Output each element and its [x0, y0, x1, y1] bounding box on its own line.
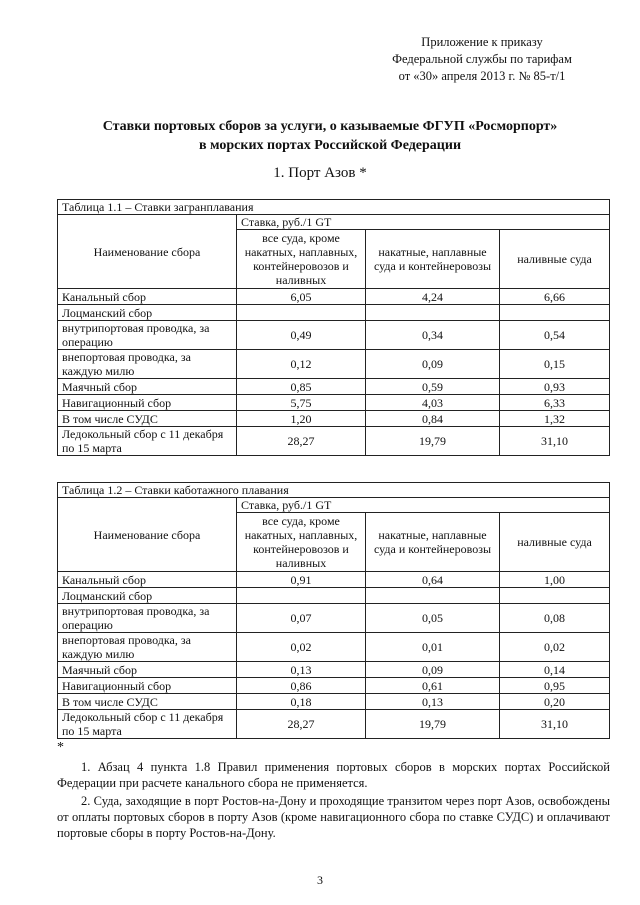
cell-value: 0,59 [366, 379, 500, 395]
rate-header: Ставка, руб./1 GT [237, 498, 610, 513]
table-row [58, 305, 610, 321]
table-row [58, 395, 610, 411]
row-name: Канальный сбор [58, 572, 237, 588]
document-title-line-1: Ставки портовых сборов за услуги, о казываемые ФГУП «Росморпорт» [102, 119, 558, 134]
cell-value: 0,07 [237, 604, 366, 633]
name-column-header: Наименование сбора [58, 498, 237, 572]
annex-line-2: Федеральной службы по тарифам [392, 52, 572, 66]
table-caption: Таблица 1.2 – Ставки каботажного плавания [58, 483, 610, 498]
cell-value: 6,66 [500, 289, 610, 305]
table-row [58, 604, 610, 633]
cell-value: 0,95 [500, 678, 610, 694]
cell-value: 0,91 [237, 572, 366, 588]
column-header-tankers: наливные суда [500, 513, 610, 572]
table-coastal-navigation [57, 482, 610, 739]
rate-header: Ставка, руб./1 GT [237, 215, 610, 230]
row-name: Маячный сбор [58, 662, 237, 678]
cell-value [366, 588, 500, 604]
table-row [58, 678, 610, 694]
annex-line-1: Приложение к приказу [421, 35, 543, 49]
cell-value: 0,05 [366, 604, 500, 633]
cell-value: 19,79 [366, 427, 500, 456]
footnotes [57, 759, 610, 843]
name-column-header: Наименование сбора [58, 215, 237, 289]
row-name: внепортовая проводка, за каждую милю [58, 350, 237, 379]
row-name: Лоцманский сбор [58, 305, 237, 321]
annex-block [352, 34, 612, 85]
cell-value: 6,33 [500, 395, 610, 411]
cell-value: 31,10 [500, 427, 610, 456]
cell-value [366, 305, 500, 321]
row-name: внепортовая проводка, за каждую милю [58, 633, 237, 662]
cell-value: 0,54 [500, 321, 610, 350]
cell-value: 0,09 [366, 350, 500, 379]
table-row [58, 572, 610, 588]
annex-line-3: от «30» апреля 2013 г. № 85-т/1 [398, 69, 566, 83]
cell-value: 1,20 [237, 411, 366, 427]
footnote-mark: * [57, 740, 64, 755]
cell-value [237, 588, 366, 604]
port-heading: 1. Порт Азов * [273, 165, 367, 181]
cell-value: 0,86 [237, 678, 366, 694]
table-row [58, 379, 610, 395]
document-title [60, 117, 600, 155]
cell-value: 28,27 [237, 710, 366, 739]
row-name: Навигационный сбор [58, 678, 237, 694]
cell-value: 0,09 [366, 662, 500, 678]
cell-value: 0,85 [237, 379, 366, 395]
cell-value: 0,12 [237, 350, 366, 379]
cell-value [500, 305, 610, 321]
table-row [58, 321, 610, 350]
table-row [58, 350, 610, 379]
row-name: В том числе СУДС [58, 411, 237, 427]
cell-value: 0,49 [237, 321, 366, 350]
cell-value: 6,05 [237, 289, 366, 305]
table-row [58, 633, 610, 662]
row-name: Ледокольный сбор с 11 декабря по 15 марта [58, 427, 237, 456]
table-row [58, 588, 610, 604]
cell-value: 0,84 [366, 411, 500, 427]
cell-value [237, 305, 366, 321]
cell-value: 28,27 [237, 427, 366, 456]
cell-value: 5,75 [237, 395, 366, 411]
table-row [58, 427, 610, 456]
column-header-roro-container: накатные, наплавные суда и контейнеровозы [366, 230, 500, 289]
cell-value: 0,64 [366, 572, 500, 588]
cell-value: 0,93 [500, 379, 610, 395]
page-number: 3 [317, 873, 323, 887]
cell-value: 0,34 [366, 321, 500, 350]
cell-value: 0,13 [237, 662, 366, 678]
cell-value [500, 588, 610, 604]
cell-value: 4,03 [366, 395, 500, 411]
footnote-1: 1. Абзац 4 пункта 1.8 Правил применения портовых сборов в морских портах Российской Федерации при расчете канального сбора не применяется. [57, 760, 610, 790]
cell-value: 4,24 [366, 289, 500, 305]
document-title-line-2: в морских портах Российской Федерации [198, 138, 462, 153]
cell-value: 1,32 [500, 411, 610, 427]
column-header-all-vessels: все суда, кроме накатных, наплавных, контейнеровозов и наливных [237, 230, 366, 289]
table-foreign-navigation [57, 199, 610, 456]
table-row [58, 710, 610, 739]
column-header-roro-container: накатные, наплавные суда и контейнеровозы [366, 513, 500, 572]
footnote-2: 2. Суда, заходящие в порт Ростов-на-Дону и проходящие транзитом через порт Азов, освобождены от оплаты портовых сборов в порту Азов (кроме навигационного сбора по ставке СУДС) и оплачивают портовые сборы в порту Ростов-на-Дону. [57, 794, 610, 840]
row-name: внутрипортовая проводка, за операцию [58, 604, 237, 633]
cell-value: 31,10 [500, 710, 610, 739]
column-header-all-vessels: все суда, кроме накатных, наплавных, контейнеровозов и наливных [237, 513, 366, 572]
row-name: внутрипортовая проводка, за операцию [58, 321, 237, 350]
cell-value: 0,13 [366, 694, 500, 710]
cell-value: 19,79 [366, 710, 500, 739]
table-row [58, 694, 610, 710]
cell-value: 0,08 [500, 604, 610, 633]
cell-value: 1,00 [500, 572, 610, 588]
row-name: Канальный сбор [58, 289, 237, 305]
table-caption: Таблица 1.1 – Ставки загранплавания [58, 200, 610, 215]
cell-value: 0,01 [366, 633, 500, 662]
table-row [58, 662, 610, 678]
cell-value: 0,14 [500, 662, 610, 678]
cell-value: 0,20 [500, 694, 610, 710]
cell-value: 0,61 [366, 678, 500, 694]
cell-value: 0,02 [500, 633, 610, 662]
column-header-tankers: наливные суда [500, 230, 610, 289]
row-name: Ледокольный сбор с 11 декабря по 15 марта [58, 710, 237, 739]
row-name: Лоцманский сбор [58, 588, 237, 604]
row-name: Маячный сбор [58, 379, 237, 395]
cell-value: 0,15 [500, 350, 610, 379]
cell-value: 0,02 [237, 633, 366, 662]
row-name: В том числе СУДС [58, 694, 237, 710]
table-row [58, 289, 610, 305]
table-row [58, 411, 610, 427]
cell-value: 0,18 [237, 694, 366, 710]
row-name: Навигационный сбор [58, 395, 237, 411]
